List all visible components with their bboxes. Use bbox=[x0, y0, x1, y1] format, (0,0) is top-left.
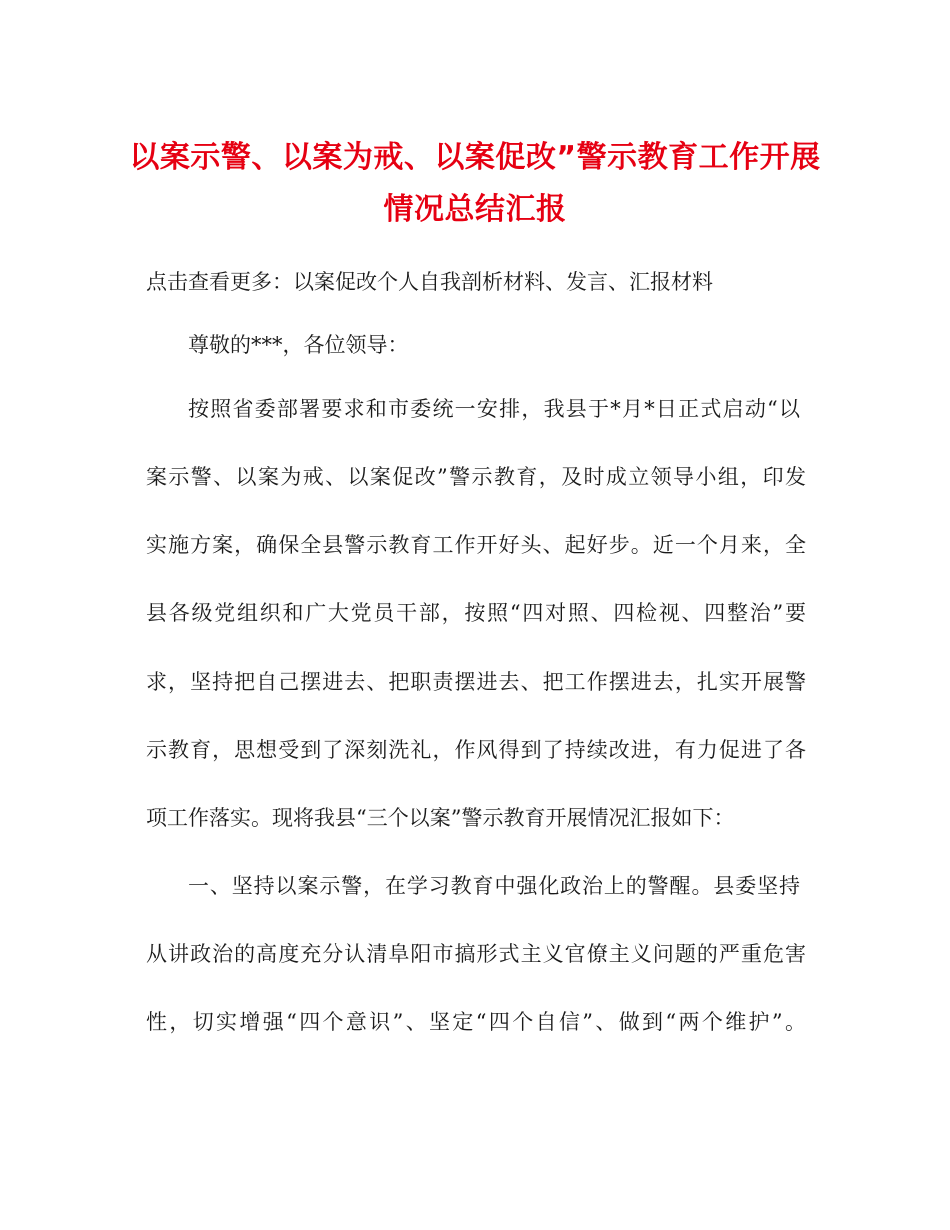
paragraph-line: 按照省委部署要求和市委统一安排，我县于*月*日正式启动“以 bbox=[188, 397, 800, 421]
document-title-line-2: 情况总结汇报 bbox=[383, 192, 567, 227]
more-link-line: 点击查看更多：以案促改个人自我剖析材料、发言、汇报材料 bbox=[146, 270, 713, 294]
paragraph-line: 案示警、以案为戒、以案促改”警示教育，及时成立领导小组，印发 bbox=[146, 465, 806, 489]
paragraph-line: 求，坚持把自己摆进去、把职责摆进去、把工作摆进去，扎实开展警 bbox=[146, 670, 806, 694]
paragraph-line: 示教育，思想受到了深刻洗礼，作风得到了持续改进，有力促进了各 bbox=[146, 738, 806, 762]
paragraph-line: 从讲政治的高度充分认清阜阳市搞形式主义官僚主义问题的严重危害 bbox=[146, 942, 806, 966]
paragraph-line: 项工作落实。现将我县“三个以案”警示教育开展情况汇报如下： bbox=[146, 806, 735, 830]
document-title-line-1: 以案示警、以案为戒、以案促改”警示教育工作开展 bbox=[129, 140, 821, 175]
section-heading-line: 一、坚持以案示警，在学习教育中强化政治上的警醒。县委坚持 bbox=[188, 874, 800, 898]
paragraph-line: 实施方案，确保全县警示教育工作开好头、起好步。近一个月来，全 bbox=[146, 533, 806, 557]
paragraph-line: 县各级党组织和广大党员干部，按照“四对照、四检视、四整治”要 bbox=[146, 601, 806, 625]
paragraph-line: 性，切实增强“四个意识”、坚定“四个自信”、做到“两个维护”。 bbox=[146, 1010, 806, 1034]
salutation: 尊敬的***，各位领导： bbox=[188, 333, 409, 357]
